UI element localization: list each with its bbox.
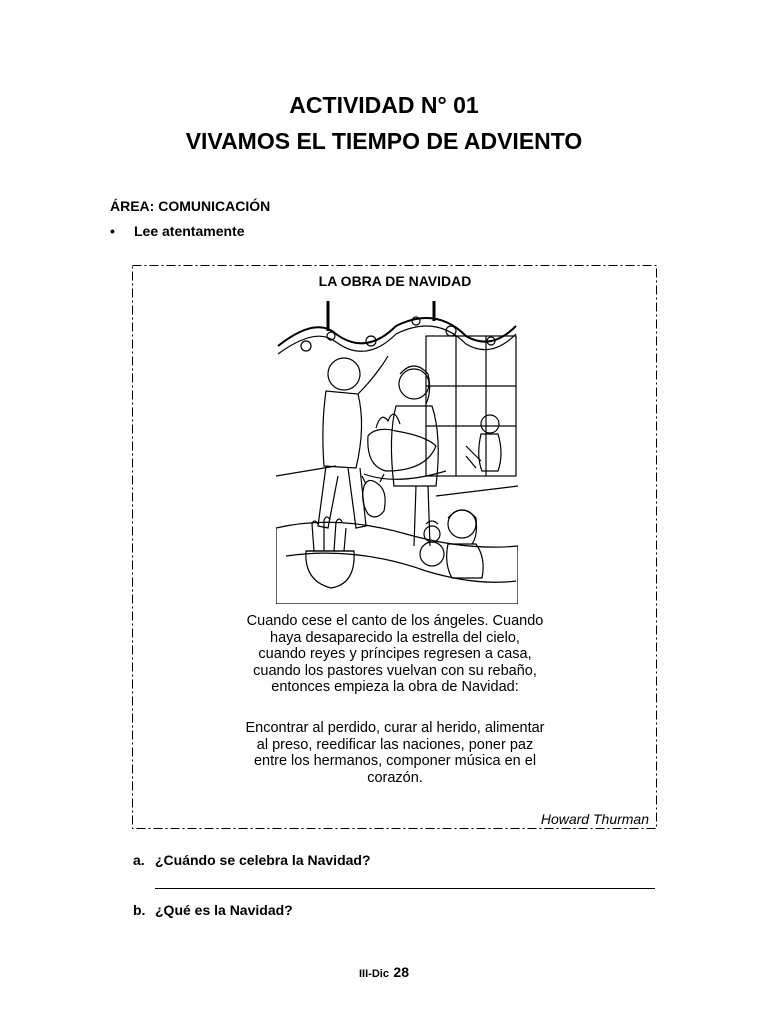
reading-author: Howard Thurman — [540, 811, 649, 827]
christmas-play-illustration — [276, 296, 518, 604]
bullet-icon: • — [110, 223, 115, 239]
reading-paragraph-1: Cuando cese el canto de los ángeles. Cuando haya desaparecido la estrella del cielo, cuando reyes y príncipes regresen a casa, cuando los pastores vuelvan con su rebaño, entonces empieza la obra de Navidad: — [246, 613, 544, 695]
reading-title: LA OBRA DE NAVIDAD — [318, 273, 472, 289]
page-title-line2: VIVAMOS EL TIEMPO DE ADVIENTO — [185, 128, 583, 154]
page-number: 28 — [393, 964, 409, 980]
instruction-text: Lee atentamente — [134, 223, 245, 239]
answer-line-a[interactable] — [155, 888, 655, 889]
reading-box — [132, 265, 658, 830]
page-title-line1: ACTIVIDAD N° 01 — [289, 92, 479, 118]
question-text: ¿Qué es la Navidad? — [155, 902, 293, 918]
question-a — [133, 852, 371, 868]
question-b — [133, 902, 293, 918]
reading-paragraph-2: Encontrar al perdido, curar al herido, alimentar al preso, reedificar las naciones, poner paz entre los hermanos, componer música en el corazón. — [245, 720, 545, 786]
page-footer — [0, 964, 768, 982]
question-text: ¿Cuándo se celebra la Navidad? — [155, 852, 371, 868]
area-label: ÁREA: COMUNICACIÓN — [110, 198, 271, 214]
instruction — [110, 223, 244, 239]
question-letter: a. — [133, 852, 145, 868]
question-letter: b. — [133, 902, 146, 918]
footer-label: III-Dic — [359, 968, 389, 980]
